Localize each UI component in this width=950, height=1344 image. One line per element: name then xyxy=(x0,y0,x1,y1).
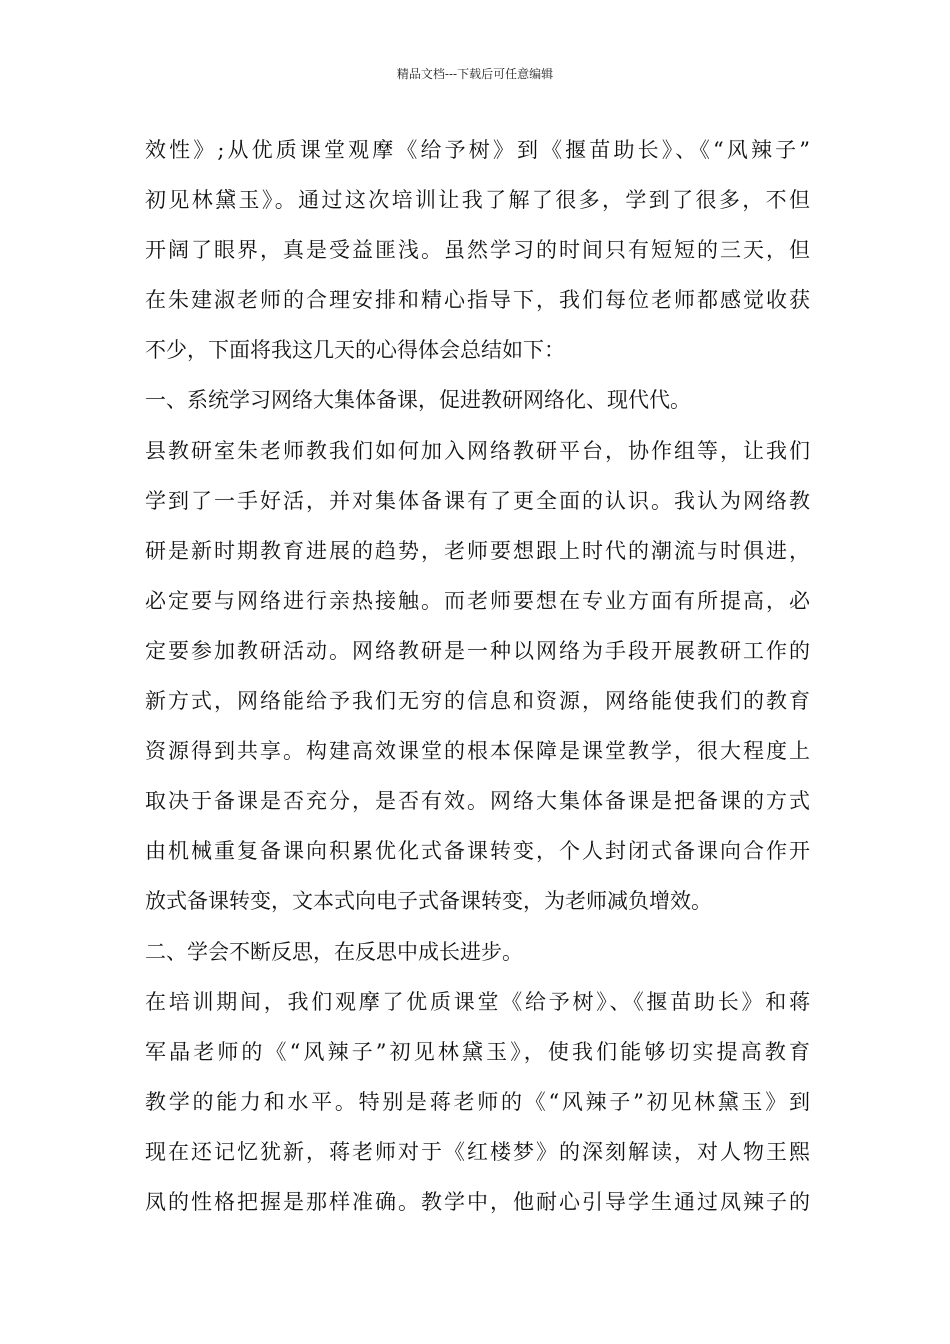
text-line: 初见林黛玉》。通过这次培训让我了解了很多，学到了很多，不但 xyxy=(145,188,810,213)
text-line: 必定要与网络进行亲热接触。而老师要想在专业方面有所提高，必 xyxy=(145,588,810,613)
text-line: 资源得到共享。构建高效课堂的根本保障是课堂教学，很大程度上 xyxy=(145,739,810,764)
text-line: 学到了一手好活，并对集体备课有了更全面的认识。我认为网络教 xyxy=(145,488,810,513)
text-line: 放式备课转变，文本式向电子式备课转变，为老师减负增效。 xyxy=(145,889,712,914)
text-line: 教学的能力和水平。特别是蒋老师的《“风辣子”初见林黛玉》到 xyxy=(145,1089,810,1114)
text-line: 在朱建淑老师的合理安排和精心指导下，我们每位老师都感觉收获 xyxy=(145,288,810,313)
text-line: 由机械重复备课向积累优化式备课转变，个人封闭式备课向合作开 xyxy=(145,839,810,864)
section-heading: 二、学会不断反思，在反思中成长进步。 xyxy=(145,939,523,964)
document-body xyxy=(145,125,810,1227)
text-line: 新方式，网络能给予我们无穷的信息和资源，网络能使我们的教育 xyxy=(145,689,810,714)
text-line: 在培训期间，我们观摩了优质课堂《给予树》、《揠苗助长》和蒋 xyxy=(145,989,810,1014)
page-header: 精品文档---下载后可任意编辑 xyxy=(396,67,554,81)
text-line: 开阔了眼界，真是受益匪浅。虽然学习的时间只有短短的三天，但 xyxy=(145,238,810,263)
text-line: 取决于备课是否充分，是否有效。网络大集体备课是把备课的方式 xyxy=(145,789,810,814)
text-line: 效性》;从优质课堂观摩《给予树》到《揠苗助长》、《“风辣子” xyxy=(145,138,810,162)
section-heading: 一、系统学习网络大集体备课，促进教研网络化、现代代。 xyxy=(145,388,691,413)
text-line: 军晶老师的《“风辣子”初见林黛玉》，使我们能够切实提高教育 xyxy=(145,1039,810,1064)
text-line: 不少，下面将我这几天的心得体会总结如下： xyxy=(145,338,565,363)
text-line: 研是新时期教育进展的趋势，老师要想跟上时代的潮流与时俱进， xyxy=(145,538,810,563)
text-line: 县教研室朱老师教我们如何加入网络教研平台，协作组等，让我们 xyxy=(145,438,810,463)
text-line: 现在还记忆犹新，蒋老师对于《红楼梦》的深刻解读，对人物王熙 xyxy=(145,1139,810,1164)
text-line: 定要参加教研活动。网络教研是一种以网络为手段开展教研工作的 xyxy=(145,638,810,663)
text-line: 凤的性格把握是那样准确。教学中，他耐心引导学生通过凤辣子的 xyxy=(145,1189,810,1214)
